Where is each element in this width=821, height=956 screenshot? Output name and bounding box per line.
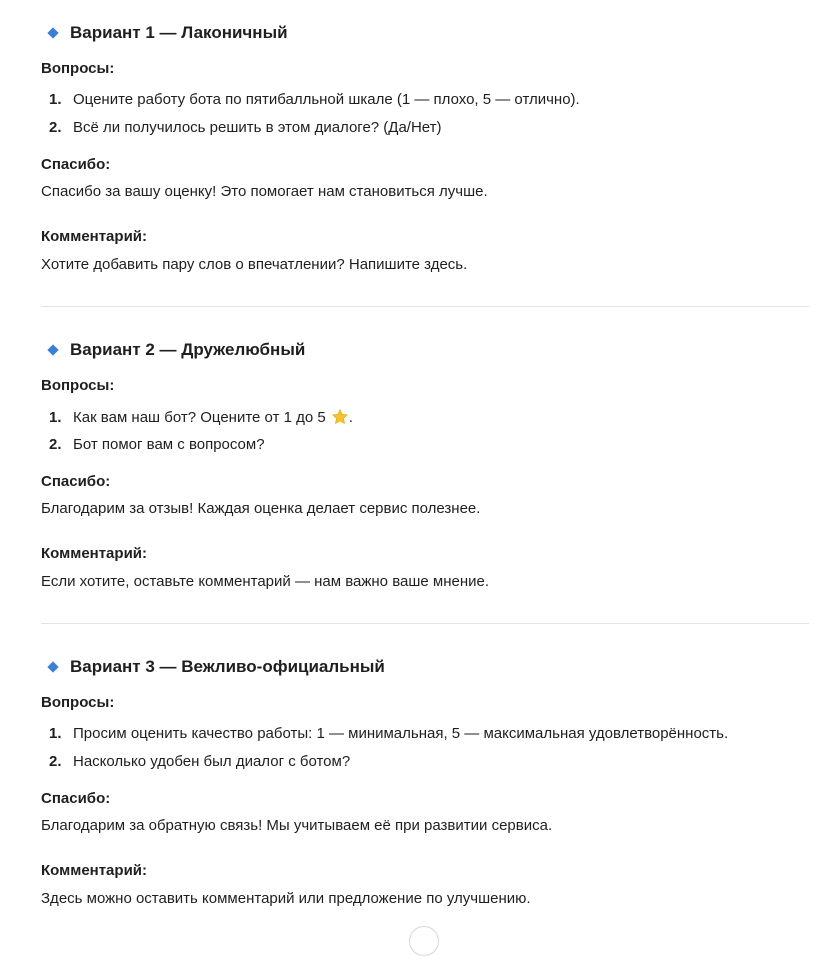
question-text: Всё ли получилось решить в этом диалоге? (Да/Нет) (73, 119, 442, 136)
variant-1-heading (48, 20, 288, 46)
question-item (49, 119, 442, 136)
thanks-label: Спасибо: (41, 156, 111, 173)
question-number: 1. (49, 408, 62, 426)
question-item (49, 725, 728, 742)
question-number: 1. (49, 91, 62, 108)
question-text: Как вам наш бот? Оцените от 1 до 5 (73, 408, 326, 426)
questions-label: Вопросы: (41, 694, 115, 711)
question-item (49, 436, 265, 453)
thanks-label: Спасибо: (41, 473, 111, 490)
comment-label: Комментарий: (41, 862, 148, 879)
thanks-text: Благодарим за обратную связь! Мы учитываем её при развитии сервиса. (41, 817, 553, 834)
comment-label: Комментарий: (41, 545, 148, 562)
questions-label: Вопросы: (41, 60, 115, 77)
scroll-down-button[interactable] (409, 926, 439, 956)
question-suffix: . (348, 408, 353, 426)
questions-label: Вопросы: (41, 377, 115, 394)
variant-title: Вариант 1 — Лаконичный (70, 23, 288, 42)
comment-text: Здесь можно оставить комментарий или предложение по улучшению. (41, 890, 531, 907)
diamond-bullet-icon (47, 344, 58, 355)
question-item (49, 753, 350, 770)
question-text: Насколько удобен был диалог с ботом? (73, 753, 351, 770)
section-divider (41, 623, 809, 624)
question-text: Бот помог вам с вопросом? (73, 436, 265, 453)
question-number: 2. (49, 753, 62, 770)
diamond-bullet-icon (47, 661, 58, 672)
comment-label: Комментарий: (41, 228, 148, 245)
question-number: 2. (49, 119, 62, 136)
question-item (49, 91, 580, 108)
star-icon (331, 408, 349, 426)
thanks-text: Благодарим за отзыв! Каждая оценка делает сервис полезнее. (41, 500, 481, 517)
thanks-text: Спасибо за вашу оценку! Это помогает нам становиться лучше. (41, 183, 488, 200)
comment-text: Если хотите, оставьте комментарий — нам важно ваше мнение. (41, 573, 489, 590)
diamond-bullet-icon (47, 27, 58, 38)
question-number: 1. (49, 725, 62, 742)
variant-title: Вариант 2 — Дружелюбный (70, 340, 306, 359)
variant-2-heading (48, 337, 305, 363)
question-text: Просим оценить качество работы: 1 — минимальная, 5 — максимальная удовлетворённость. (73, 725, 729, 742)
comment-text: Хотите добавить пару слов о впечатлении? Напишите здесь. (41, 256, 468, 273)
question-number: 2. (49, 436, 62, 453)
variant-title: Вариант 3 — Вежливо-официальный (70, 657, 385, 676)
section-divider (41, 306, 809, 307)
variant-3-heading (48, 654, 385, 680)
question-item (49, 408, 353, 426)
thanks-label: Спасибо: (41, 790, 111, 807)
question-text: Оцените работу бота по пятибалльной шкале (1 — плохо, 5 — отлично). (73, 91, 580, 108)
